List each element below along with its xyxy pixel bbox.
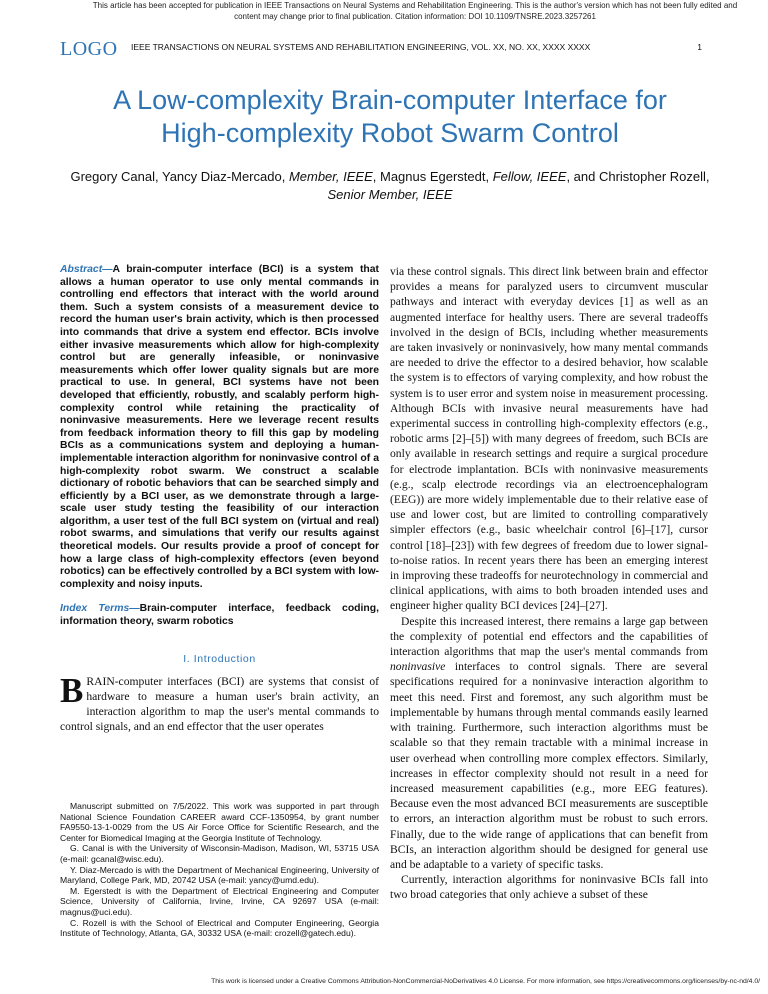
footnote-affiliation: C. Rozell is with the School of Electrical and Computer Engineering, Georgia Institute of Technology, Atlanta, GA, 30332 USA (e-mail: crozell@gatech.edu). xyxy=(60,917,379,939)
body-paragraph: Despite this increased interest, there remains a large gap between the complexity of potential end effectors and the capabilities of interaction algorithms that map the user's mental commands from noninvasive interfaces to control signals. There are several specifications required for a noninvasive interaction algorithm to meet this need. First and foremost, any such algorithm must be implementable by humans through mental commands easily learned with training. Furthermore, such interaction algorithms must be scalable so that they remain tractable with a minimal increase in user overhead when controlling more complex effectors. Similarly, increases in effector complexity should not result in a need for increased measurement capabilities (e.g., more EEG features). Because even the most advanced BCI measurements are susceptible to errors, an interaction algorithm must be robust to such errors. Finally, due to the wide range of applications that can benefit from BCIs, an interaction algorithm should be designed for general use and be adaptable to a variety of specific tasks. xyxy=(390,614,708,871)
paper-title xyxy=(40,84,740,150)
publication-notice xyxy=(70,0,760,22)
footnote-affiliation: Y. Diaz-Mercado is with the Department of Mechanical Engineering, University of Maryland, College Park, MD, 20742 USA (e-mail: yancy@umd.edu). xyxy=(60,864,379,886)
drop-cap: B xyxy=(60,670,84,710)
footnote-affiliation: M. Egerstedt is with the Department of Electrical Engineering and Computer Science, University of California, Irvine, Irvine, CA 92697 USA (e-mail: magnus@uci.edu). xyxy=(60,885,379,917)
paper-title-line-1: A Low-complexity Brain-computer Interface for xyxy=(113,85,667,115)
author-role: Fellow, IEEE xyxy=(492,169,567,184)
emphasis-noninvasive: noninvasive xyxy=(390,660,446,674)
page-number: 1 xyxy=(697,42,702,52)
publication-notice-line-2: content may change prior to final publication. Citation information: DOI 10.1109/TNSRE.2023.3257261 xyxy=(234,12,596,21)
author-name: Yancy Diaz-Mercado xyxy=(162,169,282,184)
intro-paragraph: BRAIN-computer interfaces (BCI) are systems that consist of hardware to measure a human user's brain activity, an interaction algorithm to map the user's mental commands to control signals, and an end effector that the user operates xyxy=(60,670,379,734)
author-name: and Christopher Rozell xyxy=(573,169,706,184)
journal-logo: LOGO xyxy=(60,38,118,60)
index-terms-text: Brain-computer interface, feedback coding, information theory, swarm robotics xyxy=(60,603,379,628)
footnote-affiliation: G. Canal is with the University of Wisconsin-Madison, Madison, WI, 53715 USA (e-mail: gcanal@wisc.edu). xyxy=(60,843,379,864)
paper-title-line-2: High-complexity Robot Swarm Control xyxy=(161,118,619,148)
author-name: Gregory Canal xyxy=(70,169,155,184)
left-column xyxy=(60,264,379,734)
index-terms: Index Terms—Brain-computer interface, feedback coding, information theory, swarm robotics xyxy=(60,603,379,628)
right-column xyxy=(390,264,708,903)
footnote-funding: Manuscript submitted on 7/5/2022. This work was supported in part through National Science Foundation CAREER award CCF-1350954, by grant number FA9550-13-1-0029 from the US Air Force Office for Scientific Research, and the Center for Biomedical Imaging at the Georgia Institute of Technology. xyxy=(60,801,379,843)
abstract: Abstract—A brain-computer interface (BCI) is a system that allows a human operator to use only mental commands in controlling end effectors that interact with the world around them. Such a system consists of a measurement device to record the human user's brain activity, which is then processed into commands that drive a system end effector. BCIs involve either invasive measurements which allow for high-complexity control but are generally infeasible, or noninvasive measurements which offer lower quality signals but are more practical to use. In general, BCI systems have not been developed that efficiently, robustly, and scalably perform high-complexity control while retaining the practicality of noninvasive measurements. Here we leverage recent results from feedback information theory to fill this gap by modeling BCIs as a communications system and deploying a human-implementable interaction algorithm for noninvasive control of a high-complexity robot swarm. We construct a scalable dictionary of robotic behaviors that can be searched simply and efficiently by a BCI user, as we demonstrate through a large-scale user study testing the feasibility of our interaction algorithm, a user test of the full BCI system on (virtual and real) robot swarms, and simulations that verify our results against theoretical models. Our results provide a proof of concept for how a large class of high-complexity effectors (even beyond robotics) can be effectively controlled by a BCI system with low-complexity and noisy inputs. xyxy=(60,264,379,590)
abstract-label: Abstract xyxy=(60,264,103,275)
author-role: Member, IEEE xyxy=(288,169,373,184)
abstract-text: A brain-computer interface (BCI) is a system that allows a human operator to use only mental commands in controlling end effectors that interact with the world around them. Such a system consists of a measurement device to record the human user's brain activity, which is then processed into commands that drive a system end effector. BCIs involve either invasive measurements which allow for high-complexity control but are generally infeasible, or noninvasive measurements which offer lower quality signals but are more practical to use. In general, BCI systems have not been developed that efficiently, robustly, and scalably perform high-complexity control while retaining the practicality of noninvasive measurements. Here we leverage recent results from feedback information theory to fill this gap by modeling BCIs as a communications system and deploying a human-implementable interaction algorithm for noninvasive control of a high-complexity robot swarm. We construct a scalable dictionary of robotic behaviors that can be searched simply and efficiently by a BCI user, as we demonstrate through a large-scale user study testing the feasibility of our interaction algorithm, a user test of the full BCI system on (virtual and real) robot swarms, and simulations that verify our results against theoretical models. Our results provide a proof of concept for how a large class of high-complexity effectors (even beyond robotics) can be effectively controlled by a BCI system with low-complexity and noisy inputs. xyxy=(60,264,379,590)
body-paragraph: via these control signals. This direct link between brain and effector provides a means for paralyzed users to circumvent muscular pathways and interact with everyday devices [1] as well as an augmented interface for healthy users. There are several tradeoffs involved in the design of BCIs, including whether measurements are taken invasively or noninvasively, how many mental commands are needed to drive the effector to a desired behavior, how scalable the system is to effectors of varying complexity, and how robust the system is to user error and system noise in measurement processing. Although BCIs with invasive neural measurements have had experimental success in controlling high-complexity effectors (e.g., robotic arms [2]–[5]) with many degrees of freedom, such BCIs are only available in research settings and require a surgical procedure for electrode implantation. BCIs with noninvasive measurements (e.g., scalp electrode recordings via an electroencephalogram (EEG)) are more widely implementable due to their relative ease of use and lower cost, but are limited to controlling comparatively simpler effectors (e.g., basic wheelchair control [6]–[17], cursor control [18]–[23]) with few degrees of freedom due to lower signal-to-noise ratios. In recent years there has been an emerging interest in improving these tradeoffs for neurotechnology in commercial and clinical applications, with aims to both broaden intended uses and engineer higher quality BCI devices [24]–[27]. xyxy=(390,265,708,613)
author-list: Gregory Canal, Yancy Diaz-Mercado, Member, IEEE, Magnus Egerstedt, Fellow, IEEE, and Christopher Rozell, Senior Member, IEEE xyxy=(70,169,710,202)
section-heading-introduction: I. Introduction xyxy=(183,652,256,665)
journal-running-header: IEEE TRANSACTIONS ON NEURAL SYSTEMS AND REHABILITATION ENGINEERING, VOL. XX, NO. XX, XXXX XXXX xyxy=(131,42,591,52)
author-name: Magnus Egerstedt xyxy=(379,169,486,184)
author-footnotes xyxy=(60,801,379,939)
index-terms-label: Index Terms xyxy=(60,603,130,615)
publication-notice-line-1: This article has been accepted for publication in IEEE Transactions on Neural Systems and Rehabilitation Engineering. This is the author's version which has not been fully edited and xyxy=(92,1,738,10)
license-notice: This work is licensed under a Creative Commons Attribution-NonCommercial-NoDerivatives 4.0 License. For more information, see https://creativecommons.org/licenses/by-nc-nd/4.0/ xyxy=(211,978,760,985)
body-paragraph: Currently, interaction algorithms for noninvasive BCIs fall into two broad categories that only achieve a subset of these xyxy=(390,873,708,902)
author-role: Senior Member, IEEE xyxy=(327,187,453,202)
